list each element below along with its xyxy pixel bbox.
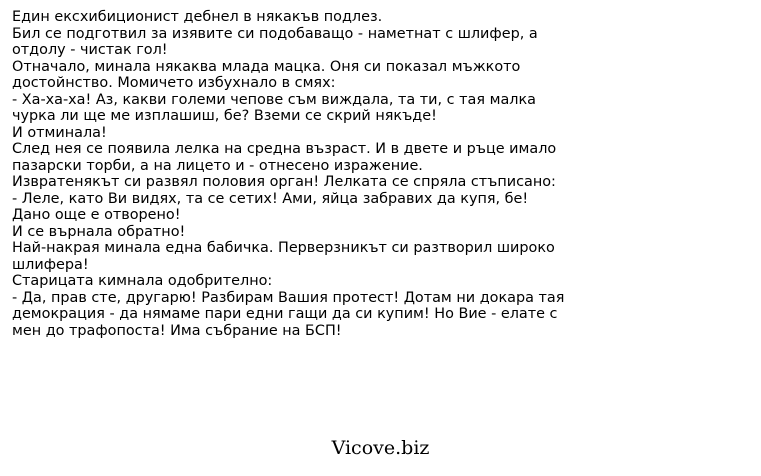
site-watermark: Vicove.biz: [331, 437, 430, 459]
joke-line: достойнство. Момичето избухнало в смях:: [12, 75, 336, 91]
joke-line: чурка ли ще ме изплашиш, бе? Вземи се скрий някъде!: [12, 108, 437, 124]
joke-line: Старицата кимнала одобрително:: [12, 273, 273, 289]
joke-line: мен до трафопоста! Има събрание на БСП!: [12, 322, 342, 339]
joke-line: Отначало, минала някаква млада мацка. Оня си показал мъжкото: [12, 58, 521, 75]
joke-line: И се върнала обратно!: [12, 223, 186, 240]
joke-line: отдолу - чистак гол!: [12, 42, 168, 58]
joke-line: Най-накрая минала една бабичка. Перверзникът си разтворил широко: [12, 240, 555, 256]
joke-line: - Леле, като Ви видях, та се сетих! Ами, яйца забравих да купя, бе!: [12, 190, 529, 207]
joke-line: И отминала!: [12, 124, 107, 141]
joke-line: Извратенякът си развял половия орган! Лелката се спряла стъписано:: [12, 174, 556, 190]
joke-line: Дано още е отворено!: [12, 207, 181, 223]
joke-line: - Ха-ха-ха! Аз, какви големи чепове съм виждала, та ти, с тая малка: [12, 91, 536, 108]
joke-line: демокрация - да нямаме пари едни гащи да си купим! Но Вие - елате с: [12, 306, 558, 322]
joke-text: [12, 9, 752, 339]
joke-line: Бил се подготвил за изявите си подобаващо - наметнат с шлифер, а: [12, 25, 538, 42]
joke-line: пазарски торби, а на лицето и - отнесено изражение.: [12, 157, 423, 174]
joke-line: шлифера!: [12, 256, 89, 273]
joke-line: След нея се появила лелка на средна възраст. И в двете и ръце имало: [12, 141, 557, 157]
joke-line: Един ексхибиционист дебнел в някакъв подлез.: [12, 9, 383, 25]
joke-line: - Да, прав сте, другарю! Разбирам Вашия протест! Дотам ни докара тая: [12, 289, 565, 306]
